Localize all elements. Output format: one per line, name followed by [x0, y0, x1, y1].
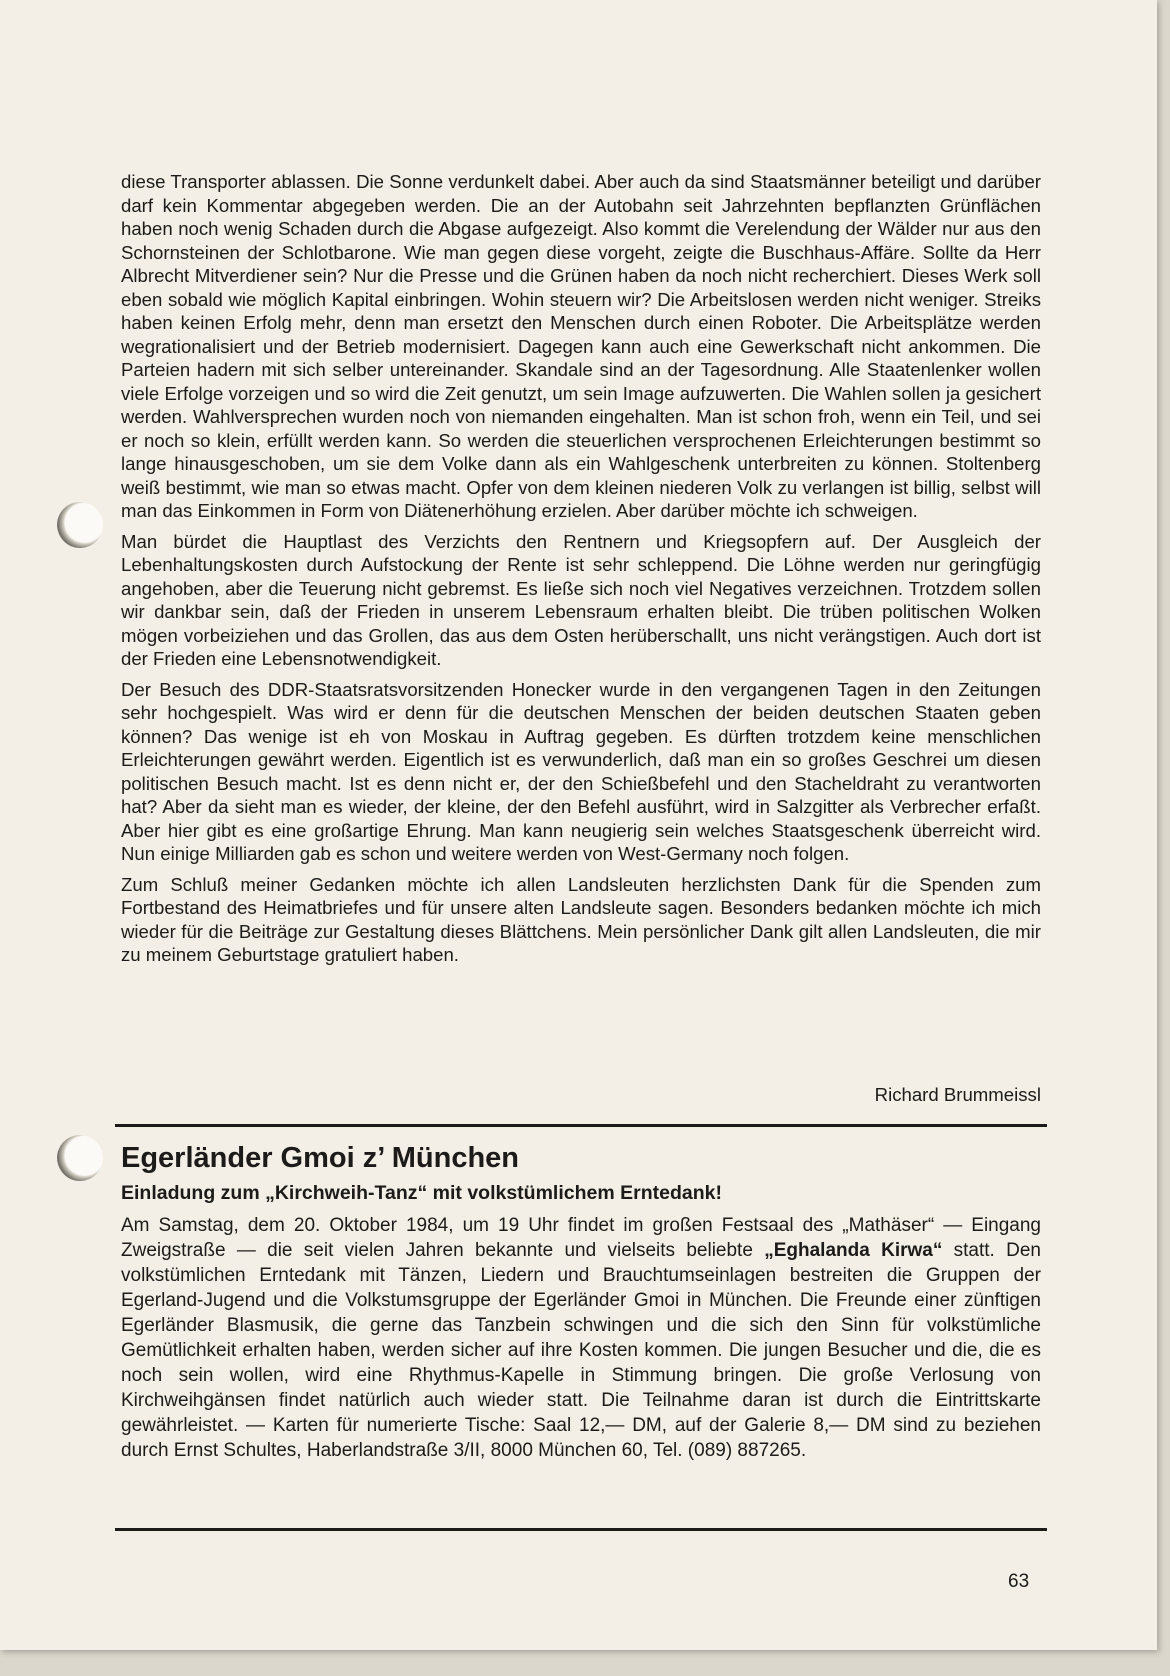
section-divider	[115, 1528, 1047, 1531]
punch-hole	[57, 502, 103, 548]
page-number: 63	[1008, 1571, 1030, 1592]
paragraph: diese Transporter ablassen. Die Sonne verdunkelt dabei. Aber auch da sind Staatsmänner beteiligt und darüber darf kein Kommentar abgegeben werden. Die an der Autobahn seit Jahrzehnten bepflanzten Grünflächen haben noch wenig Schaden durch die Abgase aufgezeigt. Also kommt die Verelendung der Wälder nur aus den Schornsteinen der Schlotbarone. Wie man gegen diese vorgeht, zeigte die Buschhaus-Affäre. Sollte da Herr Albrecht Mitverdiener sein? Nur die Presse und die Grünen haben da noch nicht recherchiert. Dieses Werk soll eben sobald wie möglich Kapital einbringen. Wohin steuern wir? Die Arbeitslosen werden nicht weniger. Streiks haben keinen Erfolg mehr, denn man ersetzt den Menschen durch einen Roboter. Die Arbeitsplätze werden wegrationalisiert und der Betrieb modernisiert. Dagegen kann auch eine Gewerkschaft nicht ankommen. Die Parteien hadern mit sich selber untereinander. Skandale sind an der Tagesordnung. Alle Staatenlenker wollen viele Erfolge vorzeigen und so wird die Zeit genutzt, um sein Image aufzuwerten. Die Wahlen sollen ja gesichert werden. Wahlversprechen wurden noch von niemanden eingehalten. Man ist schon froh, wenn ein Teil, und sei er noch so klein, erfüllt werden kann. So werden die steuerlichen versprochenen Erleichterungen bestimmt so lange hinausgeschoben, um sie dem Volke dann als ein Wahlgeschenk unterbreiten zu können. Stoltenberg weiß bestimmt, wie man so etwas macht. Opfer von dem kleinen niederen Volk zu verlangen ist billig, selbst will man das Einkommen in Form von Diätenerhöhung erzielen. Aber darüber möchte ich schweigen.	[121, 171, 1041, 521]
paragraph: Man bürdet die Hauptlast des Verzichts den Rentnern und Kriegsopfern auf. Der Ausgleich der Lebenhaltungskosten durch Aufstockung der Rente ist sehr schleppend. Die Löhne werden nur geringfügig angehoben, aber die Teuerung nicht gebremst. Es ließe sich noch viel Negatives verzeichnen. Trotzdem sollen wir dankbar sein, daß der Frieden in unserem Lebensraum erhalten bleibt. Die trüben politischen Wolken mögen vorbeiziehen und das Grollen, das aus dem Osten herüberschallt, uns nicht verängstigen. Auch dort ist der Frieden eine Lebensnotwendigkeit.	[121, 530, 1041, 669]
section-body	[121, 1213, 1041, 1470]
punch-hole	[57, 1135, 103, 1181]
paragraph: Zum Schluß meiner Gedanken möchte ich allen Landsleuten herzlichsten Dank für die Spenden zum Fortbestand des Heimatbriefes und für unsere alten Landsleute sagen. Besonders bedanken möchte ich mich wieder für die Beiträge zur Gestaltung dieses Blättchens. Mein persönlicher Dank gilt allen Landsleuten, die mir zu meinem Geburtstage gratuliert haben.	[121, 873, 1041, 965]
paragraph: Der Besuch des DDR-Staatsratsvorsitzenden Honecker wurde in den vergangenen Tagen in den Zeitungen sehr hochgespielt. Was wird er denn für die deutschen Menschen der beiden deutschen Staaten geben können? Das wenige ist eh von Moskau in Auftrag gegeben. Es dürften trotzdem keine menschlichen Erleichterungen gewährt werden. Eigentlich ist es verwunderlich, daß man ein so großes Geschrei um diesen politischen Besuch macht. Ist es denn nicht er, der den Schießbefehl und den Stacheldraht zu verantworten hat? Aber da sieht man es wieder, der kleine, der den Befehl ausführt, wird in Salzgitter als Verbrecher erfaßt. Aber hier gibt es eine großartige Ehrung. Man kann neugierig sein welches Staatsgeschenk überreicht wird. Nun einige Milliarden gab es schon und weitere werden von West-Germany noch folgen.	[121, 678, 1041, 864]
paragraph	[121, 1213, 1041, 1463]
section-subtitle: Einladung zum „Kirchweih-Tanz“ mit volkstümlichem Erntedank!	[121, 1182, 722, 1204]
article-body	[121, 170, 1041, 974]
body-text: Am Samstag, dem 20. Oktober 1984, um 19 Uhr findet im großen Festsaal des „Mathäser“ — Eingang Zweigstraße — die seit vielen Jahren bekannte und vielseits beliebte	[121, 1215, 1041, 1261]
author-signature: Richard Brummeissl	[874, 1084, 1041, 1105]
event-name: „Eghalanda Kirwa“	[764, 1240, 943, 1261]
section-title: Egerländer Gmoi z’ München	[121, 1142, 520, 1174]
body-text: statt. Den volkstümlichen Erntedank mit Tänzen, Liedern und Brauchtumseinlagen bestreiten die Gruppen der Egerland-Jugend und die Volkstumsgruppe der Egerländer Gmoi in München. Die Freunde einer zünftigen Egerländer Blasmusik, die gerne das Tanzbein schwingen und die sich den Sinn für volkstümliche Gemütlichkeit erhalten haben, werden sicher auf ihre Kosten kommen. Die jungen Besucher und die, die es noch sein wollen, wird eine Rhythmus-Kapelle in Stimmung bringen. Die große Verlosung von Kirchweihgänsen findet natürlich auch wieder statt. Die Teilnahme daran ist durch die Eintrittskarte gewährleistet. — Karten für numerierte Tische: Saal 12,— DM, auf der Galerie 8,— DM sind zu beziehen durch Ernst Schultes, Haberlandstraße 3/II, 8000 München 60, Tel. (089) 887265.	[121, 1240, 1041, 1461]
section-divider	[115, 1124, 1047, 1127]
